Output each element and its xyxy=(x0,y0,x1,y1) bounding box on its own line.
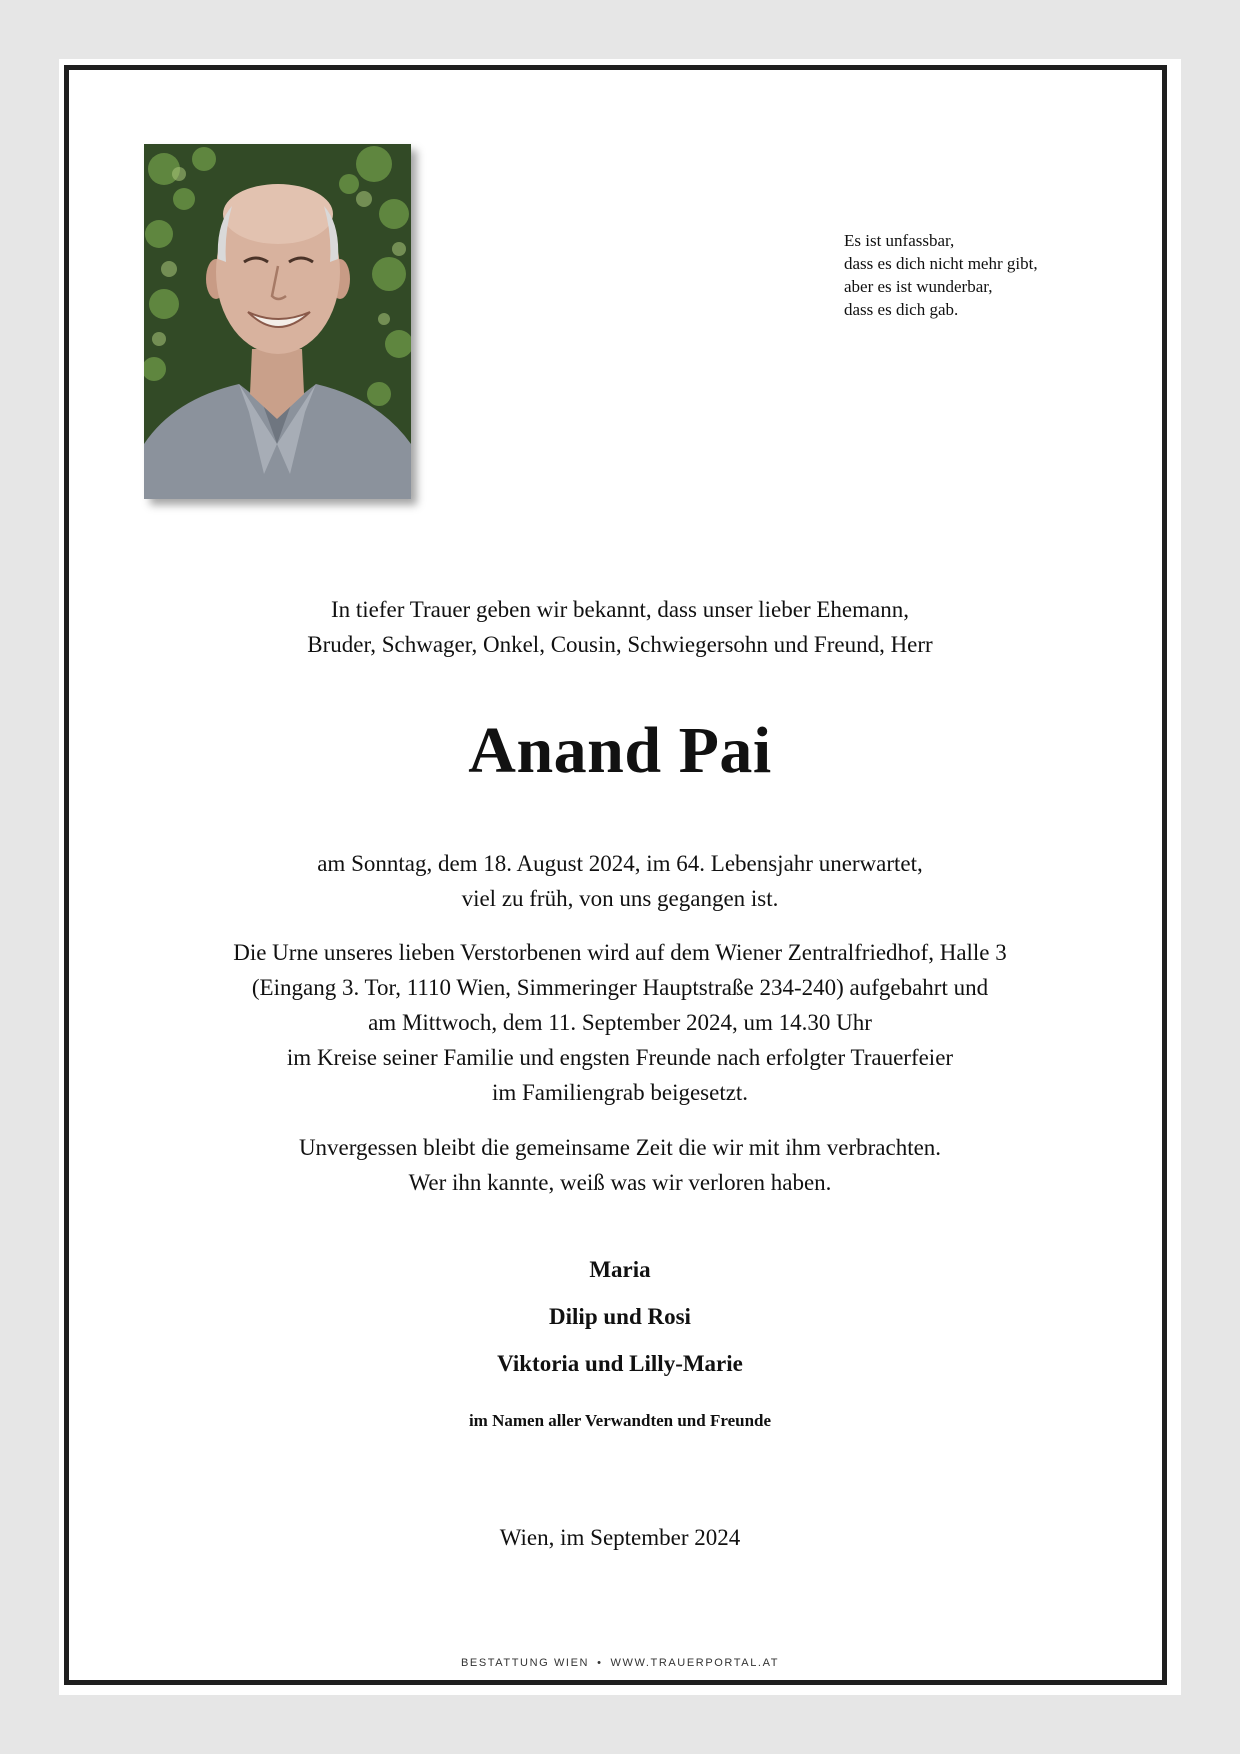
funeral-info-line: Die Urne unseres lieben Verstorbenen wird auf dem Wiener Zentralfriedhof, Halle 3 xyxy=(233,940,1007,965)
footer-company: BESTATTUNG WIEN xyxy=(460,1657,590,1669)
memorial-poem xyxy=(844,229,1038,321)
poem-line: Es ist unfassbar, xyxy=(844,231,955,250)
funeral-info-line: im Familiengrab beigesetzt. xyxy=(491,1080,749,1105)
poem-line: aber es ist wunderbar, xyxy=(844,277,993,296)
remembrance-line: Wer ihn kannte, weiß was wir verloren haben. xyxy=(408,1170,832,1195)
intro-line: Bruder, Schwager, Onkel, Cousin, Schwiegersohn und Freund, Herr xyxy=(307,632,933,657)
remembrance-line: Unvergessen bleibt die gemeinsame Zeit die wir mit ihm verbrachten. xyxy=(298,1135,942,1160)
funeral-info xyxy=(70,935,1170,1110)
intro-line: In tiefer Trauer geben wir bekannt, dass unser lieber Ehemann, xyxy=(330,597,909,622)
funeral-info-line: (Eingang 3. Tor, 1110 Wien, Simmeringer Hauptstraße 234-240) aufgebahrt und xyxy=(251,975,989,1000)
mourners-note: im Namen aller Verwandten und Freunde xyxy=(468,1411,772,1430)
intro-text xyxy=(70,592,1170,662)
footer-website-link[interactable]: WWW.TRAUERPORTAL.AT xyxy=(610,1657,780,1669)
place-date: Wien, im September 2024 xyxy=(499,1525,741,1550)
remembrance-text xyxy=(70,1130,1170,1200)
funeral-info-line: im Kreise seiner Familie und engsten Freunde nach erfolgter Trauerfeier xyxy=(286,1045,954,1070)
death-notice xyxy=(70,846,1170,916)
mourner-name: Dilip und Rosi xyxy=(549,1304,691,1329)
poem-line: dass es dich nicht mehr gibt, xyxy=(844,254,1038,273)
death-notice-line: am Sonntag, dem 18. August 2024, im 64. Lebensjahr unerwartet, xyxy=(317,851,923,876)
funeral-info-line: am Mittwoch, dem 11. September 2024, um 14.30 Uhr xyxy=(368,1010,872,1035)
deceased-name: Anand Pai xyxy=(468,714,772,787)
footer xyxy=(70,1657,1170,1669)
mourner-name: Viktoria und Lilly-Marie xyxy=(497,1351,743,1376)
poem-line: dass es dich gab. xyxy=(844,300,959,319)
portrait-photo xyxy=(144,144,411,499)
mourners-list xyxy=(70,1246,1170,1387)
death-notice-line: viel zu früh, von uns gegangen ist. xyxy=(461,886,779,911)
footer-separator: • xyxy=(597,1657,603,1669)
mourner-name: Maria xyxy=(589,1257,651,1282)
